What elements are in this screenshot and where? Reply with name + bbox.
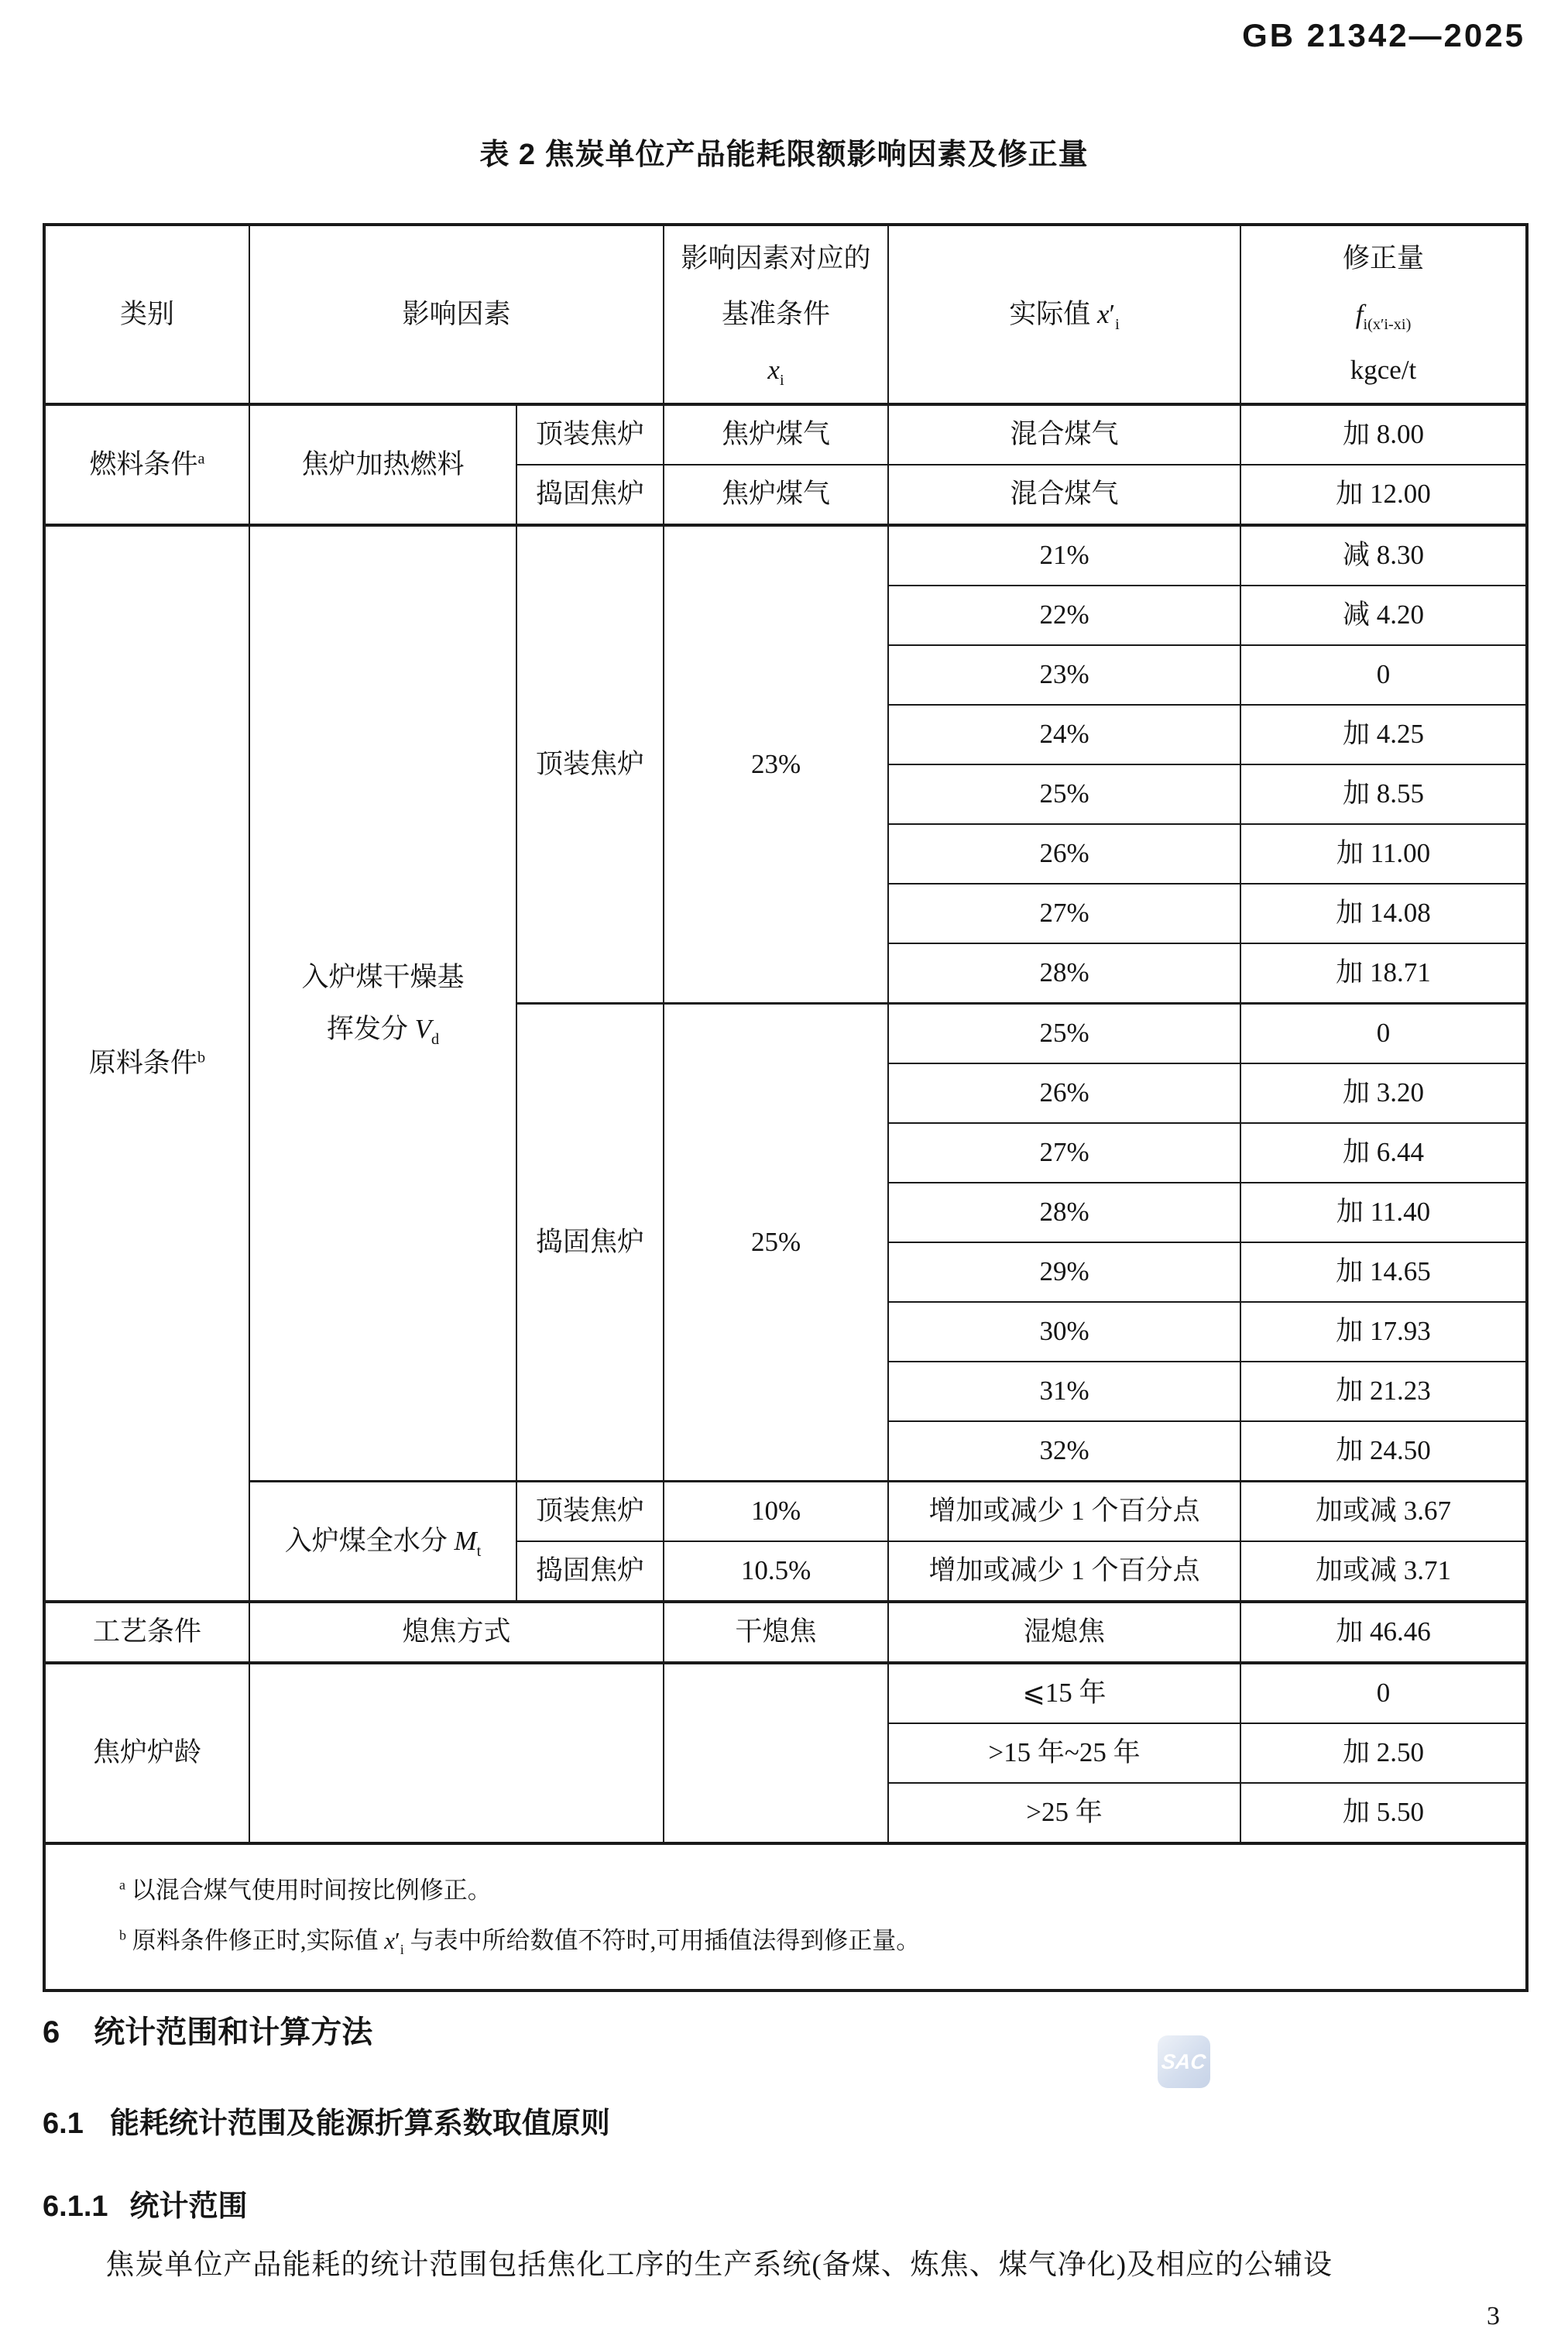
- cell-actual: 28%: [888, 1183, 1240, 1242]
- limits-table: [43, 223, 1529, 1992]
- cell-correction: 加或减 3.71: [1240, 1541, 1527, 1602]
- footnote: $^b$ 原料条件修正时,实际值 $x'_i$ 与表中所给数值不符时,可用插值法得到修正量。: [119, 1927, 921, 1958]
- cell-actual: 23%: [888, 645, 1240, 705]
- cell-correction: 减 4.20: [1240, 586, 1527, 645]
- cell-category-age: 焦炉炉龄: [44, 1663, 249, 1843]
- sac-watermark-text: SAC: [1160, 2049, 1208, 2073]
- cell-actual: 混合煤气: [888, 465, 1240, 525]
- cell-correction: 加 24.50: [1240, 1421, 1527, 1482]
- table-row: [44, 1482, 1527, 1542]
- cell-correction: 加 3.20: [1240, 1063, 1527, 1123]
- cell-correction: 加 46.46: [1240, 1602, 1527, 1663]
- cell-actual: 湿熄焦: [888, 1602, 1240, 1663]
- section-heading-6: [43, 2008, 372, 2052]
- cell-factor: 熄焦方式: [249, 1602, 664, 1663]
- cell-correction: 加 18.71: [1240, 943, 1527, 1004]
- table-footnotes-row: [44, 1843, 1527, 1990]
- cell-correction: 加 4.25: [1240, 705, 1527, 764]
- cell-actual: 31%: [888, 1362, 1240, 1421]
- standard-code: GB 21342—2025: [1242, 17, 1525, 53]
- table-body: [44, 404, 1527, 1990]
- cell-actual: 28%: [888, 943, 1240, 1004]
- cell-actual: 26%: [888, 824, 1240, 884]
- cell-correction: 加 2.50: [1240, 1723, 1527, 1783]
- table-header-row: [44, 225, 1527, 404]
- cell-category-fuel: 燃料条件$^a$: [44, 404, 249, 525]
- section-title: 统计范围: [129, 2190, 248, 2223]
- cell-actual: 26%: [888, 1063, 1240, 1123]
- cell-oven-type: 顶装焦炉: [516, 1482, 664, 1542]
- cell-oven-type: 捣固焦炉: [516, 1004, 664, 1482]
- column-header: 影响因素: [249, 225, 664, 404]
- cell-correction: 加 5.50: [1240, 1783, 1527, 1843]
- cell-actual: 24%: [888, 705, 1240, 764]
- cell-base: 10%: [664, 1482, 888, 1542]
- cell-category-process: 工艺条件: [44, 1602, 249, 1663]
- body-paragraph: 焦炭单位产品能耗的统计范围包括焦化工序的生产系统(备煤、炼焦、煤气净化)及相应的公辅设: [105, 2249, 1333, 2281]
- section-number: 6: [43, 2015, 60, 2049]
- cell-base: 干熄焦: [664, 1602, 888, 1663]
- cell-actual: 混合煤气: [888, 404, 1240, 465]
- footnote: $^a$ 以混合煤气使用时间按比例修正。: [119, 1877, 492, 1904]
- cell-actual: 21%: [888, 525, 1240, 586]
- section-title: 能耗统计范围及能源折算系数取值原则: [109, 2107, 610, 2140]
- cell-base: 25%: [664, 1004, 888, 1482]
- cell-category-raw: 原料条件$^b$: [44, 525, 249, 1602]
- cell-actual: 增加或减少 1 个百分点: [888, 1541, 1240, 1602]
- cell-actual: 22%: [888, 586, 1240, 645]
- cell-correction: 加 11.40: [1240, 1183, 1527, 1242]
- cell-actual: 27%: [888, 884, 1240, 943]
- cell-base: 23%: [664, 525, 888, 1004]
- cell-base: 焦炉煤气: [664, 404, 888, 465]
- table-header: [44, 225, 1527, 404]
- cell-correction: 加 14.65: [1240, 1242, 1527, 1302]
- cell-actual: >25 年: [888, 1783, 1240, 1843]
- cell-correction: 0: [1240, 645, 1527, 705]
- column-header: 影响因素对应的 基准条件 $x_i$: [664, 225, 888, 404]
- cell-correction: 加 21.23: [1240, 1362, 1527, 1421]
- cell-oven-type: 顶装焦炉: [516, 404, 664, 465]
- column-header: 实际值 $x'_i$: [888, 225, 1240, 404]
- cell-actual: 25%: [888, 1004, 1240, 1064]
- column-header: 类别: [44, 225, 249, 404]
- cell-correction: 加 8.55: [1240, 764, 1527, 824]
- cell-correction: 加 6.44: [1240, 1123, 1527, 1183]
- cell-factor-empty: [249, 1663, 664, 1843]
- cell-correction: 加 17.93: [1240, 1302, 1527, 1362]
- cell-oven-type: 捣固焦炉: [516, 1541, 664, 1602]
- table-row: [44, 404, 1527, 465]
- cell-actual: 30%: [888, 1302, 1240, 1362]
- section-number: 6.1: [43, 2107, 84, 2140]
- cell-actual: 32%: [888, 1421, 1240, 1482]
- cell-actual: 增加或减少 1 个百分点: [888, 1482, 1240, 1542]
- cell-correction: 加 8.00: [1240, 404, 1527, 465]
- section-title: 统计范围和计算方法: [94, 2015, 373, 2049]
- cell-correction: 0: [1240, 1663, 1527, 1723]
- cell-factor: 入炉煤干燥基 挥发分 $V_d$: [249, 525, 516, 1482]
- cell-actual: ⩽15 年: [888, 1663, 1240, 1723]
- section-number: 6.1.1: [43, 2190, 108, 2223]
- cell-actual: 29%: [888, 1242, 1240, 1302]
- sac-watermark-logo: [1158, 2035, 1210, 2088]
- cell-base: 焦炉煤气: [664, 465, 888, 525]
- section-heading-6-1-1: [43, 2182, 248, 2224]
- cell-actual: 27%: [888, 1123, 1240, 1183]
- cell-actual: 25%: [888, 764, 1240, 824]
- cell-correction: 加 11.00: [1240, 824, 1527, 884]
- cell-actual: >15 年~25 年: [888, 1723, 1240, 1783]
- cell-oven-type: 捣固焦炉: [516, 465, 664, 525]
- cell-oven-type: 顶装焦炉: [516, 525, 664, 1004]
- table-row: [44, 1663, 1527, 1723]
- table-footnotes: [44, 1843, 1527, 1990]
- page-number: 3: [1487, 2302, 1500, 2331]
- table-row: [44, 1602, 1527, 1663]
- cell-correction: 加或减 3.67: [1240, 1482, 1527, 1542]
- column-header: 修正量 $f_{i(x'i-xi)}$ kgce/t: [1240, 225, 1527, 404]
- cell-base: 10.5%: [664, 1541, 888, 1602]
- cell-correction: 加 14.08: [1240, 884, 1527, 943]
- cell-correction: 加 12.00: [1240, 465, 1527, 525]
- cell-factor: 入炉煤全水分 $M_t$: [249, 1482, 516, 1602]
- cell-correction: 0: [1240, 1004, 1527, 1064]
- cell-base-empty: [664, 1663, 888, 1843]
- section-heading-6-1: [43, 2099, 610, 2142]
- table-row: [44, 525, 1527, 586]
- cell-factor: 焦炉加热燃料: [249, 404, 516, 525]
- table-title: 表 2 焦炭单位产品能耗限额影响因素及修正量: [479, 139, 1089, 171]
- cell-correction: 减 8.30: [1240, 525, 1527, 586]
